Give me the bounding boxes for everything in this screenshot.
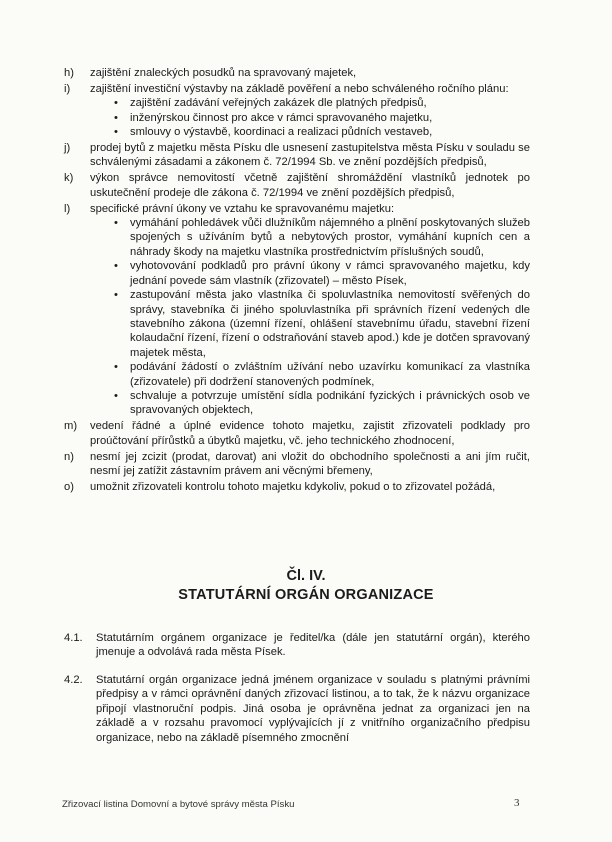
list-item-body	[90, 450, 530, 479]
list-item-text: zajištění znaleckých posudků na spravovaný majetek,	[90, 67, 357, 79]
paragraph-text: Statutárním orgánem organizace je ředitel/ka (dále jen statutární orgán), kterého jmenuje a odvolává rada města Písek.	[96, 632, 530, 659]
list-item	[64, 171, 530, 200]
list-item-text: výkon správce nemovitostí včetně zajištění shromáždění vlastníků jednotek po uskutečnění prodeje dle zákona č. 72/1994 ve znění pozdějších předpisů,	[90, 172, 530, 199]
bullet-icon: •	[114, 217, 118, 230]
bullet-text: smlouvy o výstavbě, koordinaci a realizaci půdních vestaveb,	[130, 126, 433, 139]
bullet-item	[114, 389, 530, 418]
bullet-item	[114, 288, 530, 360]
footer-text: Zřizovací listina Domovní a bytové správy města Písku	[62, 799, 295, 810]
bullet-icon: •	[114, 389, 118, 402]
bullet-icon: •	[114, 111, 118, 124]
bullet-text: schvaluje a potvrzuje umístění sídla podnikání fyzických i právnických osob ve spravovaných objektech,	[130, 389, 530, 417]
bullet-icon: •	[114, 361, 118, 374]
bullet-text: zajištění zadávání veřejných zakázek dle platných předpisů,	[130, 97, 427, 110]
bullet-text: zastupování města jako vlastníka či spoluvlastníka nemovitostí svěřených do správy, stavebníka či jiného spoluvlastníka při správních řízení vedených dle stavebního zákona (územní řízení, ohlášení stavebnímu úřadu, stavební řízení kolaudační řízení, řízení o odstraňování staveb apod.) kde je dotčen spravovaný majetek města,	[130, 289, 530, 359]
list-item	[64, 450, 530, 479]
list-item-body	[90, 202, 530, 418]
responsibilities-list	[64, 66, 530, 496]
list-item-text: specifické právní úkony ve vztahu ke spravovanému majetku:	[90, 202, 395, 215]
paragraph-4-1	[64, 631, 530, 660]
list-marker: o)	[64, 480, 74, 493]
paragraph-text: Statutární orgán organizace jedná jménem organizace v souladu s platnými právními předpisy a v rámci oprávnění daných zřizovací listinou, a to tak, že k názvu organizace připojí vlastnoruční podpis. Jiná osoba je oprávněna jednat za organizaci jen na základě a v rozsahu pravomocí vyplývajících jí z vnitřního organizačního předpisu organizace, nebo na základě písemného zmocnění	[96, 674, 530, 744]
list-item-text: zajištění investiční výstavby na základě pověření a nebo schváleného ročního plánu:	[90, 82, 509, 95]
list-item-body	[90, 66, 530, 80]
bullet-icon: •	[114, 260, 118, 273]
list-item	[64, 66, 530, 80]
list-item-body	[90, 171, 530, 200]
paragraph-4-2	[64, 673, 530, 745]
list-item	[64, 480, 530, 494]
bullet-item	[114, 111, 530, 125]
bullet-icon: •	[114, 97, 118, 110]
list-item	[64, 419, 530, 448]
bullet-list	[90, 216, 530, 418]
list-item-text: prodej bytů z majetku města Písku dle usnesení zastupitelstva města Písku v souladu se schválenými zásadami a zákonem č. 72/1994 Sb. ve znění pozdějších předpisů,	[90, 142, 530, 169]
bullet-item	[114, 259, 530, 288]
bullet-item	[114, 360, 530, 389]
list-item-text: vedení řádné a úplné evidence tohoto majetku, zajistit zřizovateli podklady pro proúčtování přírůstků a úbytků majetku, vč. jeho technického zhodnocení,	[90, 420, 530, 447]
bullet-icon: •	[114, 126, 118, 139]
list-item-text: nesmí jej zcizit (prodat, darovat) ani vložit do obchodního společnosti a ani jím ručit, nesmí jej zatížit zástavním právem ani věcnými břemeny,	[90, 450, 530, 477]
list-item-body	[90, 480, 530, 494]
section-title: STATUTÁRNÍ ORGÁN ORGANIZACE	[178, 587, 434, 603]
list-marker: l)	[64, 202, 71, 215]
page-number: 3	[514, 797, 520, 809]
section-number: Čl. IV.	[286, 568, 326, 584]
list-item-body	[90, 82, 530, 140]
bullet-text: vyhotovování podkladů pro právní úkony v rámci spravovaného majetku, kdy jednání povede sám vlastník (zřizovatel) – město Písek,	[130, 260, 530, 287]
list-item	[64, 82, 530, 140]
bullet-text: inženýrskou činnost pro akce v rámci spravovaného majetku,	[130, 111, 433, 124]
bullet-text: podávání žádostí o zvláštním užívání nebo uzavírku komunikací za vlastníka (zřizovatele) při dodržení stanovených podmínek,	[130, 361, 530, 388]
bullet-item	[114, 96, 530, 110]
list-marker: k)	[64, 172, 74, 185]
list-marker: n)	[64, 450, 74, 463]
paragraph-number: 4.2.	[64, 674, 83, 686]
bullet-item	[114, 125, 530, 139]
list-item	[64, 202, 530, 418]
bullet-item	[114, 216, 530, 259]
list-item-body	[90, 141, 530, 170]
list-marker: h)	[64, 67, 74, 79]
bullet-icon: •	[114, 289, 118, 302]
list-item-body	[90, 419, 530, 448]
list-marker: i)	[64, 82, 71, 95]
list-item-text: umožnit zřizovateli kontrolu tohoto majetku kdykoliv, pokud o to zřizovatel požádá,	[90, 480, 496, 493]
list-marker: m)	[64, 420, 78, 433]
bullet-list	[90, 96, 530, 139]
paragraph-number: 4.1.	[64, 632, 83, 644]
list-marker: j)	[64, 142, 71, 155]
bullet-text: vymáhání pohledávek vůči dlužníkům nájemného a plnění poskytovaných služeb spojených s užíváním bytů a nebytových prostor, vymáhání kupních cen a náhrady škody na majetku vlastníka prostřednictvím příslušných soudů,	[130, 217, 530, 258]
list-item	[64, 141, 530, 170]
